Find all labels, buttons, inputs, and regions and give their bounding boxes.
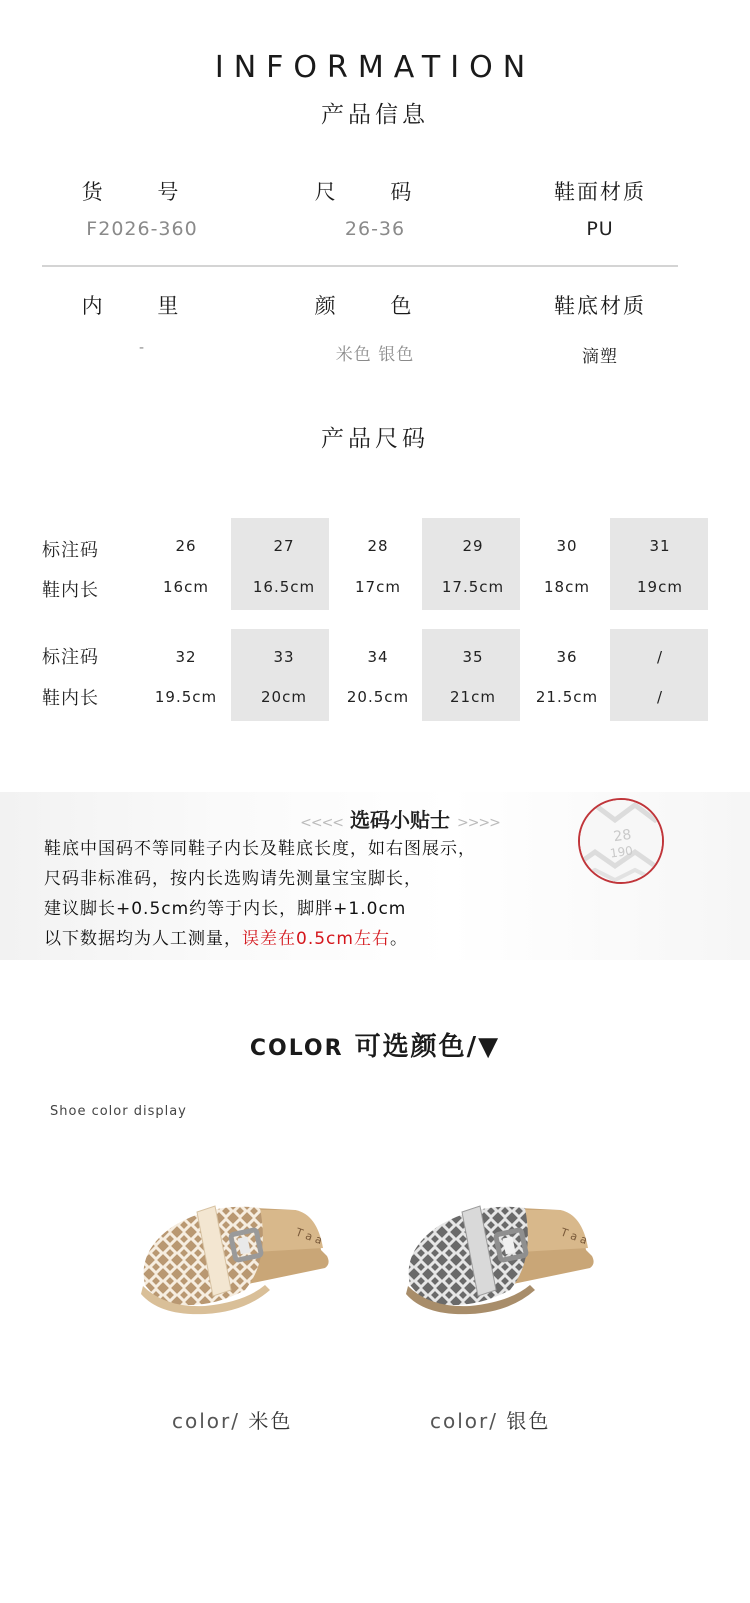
length-cell: 20.5cm [346, 688, 410, 706]
length-cell: 20cm [261, 688, 307, 706]
spec-label-lining: 内 里 [81, 294, 203, 318]
color-options-heading [0, 1026, 750, 1063]
color-heading-cn: 可选颜色/ [354, 1032, 479, 1062]
size-cell: 28 [367, 537, 389, 555]
row-label-length: 鞋内长 [42, 688, 99, 709]
length-cell: 16cm [163, 578, 209, 596]
spec-label-upper-material: 鞋面材质 [554, 180, 646, 204]
spec-label-size: 尺 码 [314, 180, 436, 204]
size-column-shade [610, 629, 708, 721]
spec-label-color: 颜 色 [314, 294, 436, 318]
size-cell: 32 [175, 648, 197, 666]
sole-size-photo [578, 798, 664, 884]
length-cell: 19cm [637, 578, 683, 596]
spec-label-item-number: 货 号 [81, 180, 203, 204]
svg-text:T a a: T a a [558, 1225, 589, 1248]
tip-line-4 [44, 924, 408, 949]
size-column-shade [422, 518, 520, 610]
sole-size-number: 28 [612, 826, 633, 846]
length-cell: 16.5cm [252, 578, 316, 596]
color-heading-en: COLOR [249, 1036, 344, 1061]
size-column-shade [422, 629, 520, 721]
down-triangle-icon: ▼ [478, 1032, 501, 1062]
tip-line-2: 尺码非标准码，按内长选购请先测量宝宝脚长， [44, 869, 422, 889]
size-cell: 31 [649, 537, 671, 555]
length-cell: / [656, 688, 664, 706]
size-column-shade [231, 629, 329, 721]
size-table-2 [36, 629, 708, 721]
size-tips-heading [270, 804, 530, 833]
length-cell: 21.5cm [535, 688, 599, 706]
size-table-1 [36, 518, 708, 610]
size-section-title: 产品尺码 [321, 426, 429, 452]
spec-value-upper-material: PU [586, 218, 614, 240]
decor-arrows-left: <<<< [300, 815, 344, 831]
silver-shoe-image [400, 1190, 600, 1325]
sole-length-number: 190 [609, 843, 634, 861]
spec-value-item-number: F2026-360 [86, 218, 198, 240]
size-cell: / [656, 648, 664, 666]
row-label-size: 标注码 [42, 647, 99, 668]
size-cell: 29 [462, 537, 484, 555]
color-caption-silver [430, 1405, 590, 1434]
length-cell: 18cm [544, 578, 590, 596]
color-caption-name: 银色 [506, 1409, 551, 1433]
tip-line-4-suffix: 。 [389, 929, 408, 949]
spec-value-size: 26-36 [344, 218, 406, 240]
spec-value-color: 米色 银色 [335, 345, 415, 365]
tip-line-1: 鞋底中国码不等同鞋子内长及鞋底长度，如右图展示， [44, 839, 476, 859]
svg-text:T a a: T a a [293, 1225, 324, 1248]
length-cell: 17cm [355, 578, 401, 596]
size-cell: 26 [175, 537, 197, 555]
color-caption-name: 米色 [248, 1409, 293, 1433]
tip-line-3: 建议脚长+0.5cm约等于内长，脚胖+1.0cm [44, 899, 407, 919]
row-label-size: 标注码 [42, 540, 99, 561]
size-cell: 27 [273, 537, 295, 555]
spec-label-sole-material: 鞋底材质 [554, 294, 646, 318]
spec-value-sole-material: 滴塑 [582, 347, 618, 367]
tip-error-margin: 误差在0.5cm左右 [242, 929, 390, 949]
color-caption-beige [172, 1405, 332, 1434]
color-caption-prefix: color/ [430, 1409, 498, 1433]
size-cell: 35 [462, 648, 484, 666]
beige-shoe-image [135, 1190, 335, 1325]
size-cell: 34 [367, 648, 389, 666]
length-cell: 21cm [450, 688, 496, 706]
color-caption-prefix: color/ [172, 1409, 240, 1433]
page-title-chinese: 产品信息 [321, 102, 429, 128]
decor-arrows-right: >>>> [456, 815, 500, 831]
size-cell: 30 [556, 537, 578, 555]
size-column-shade [610, 518, 708, 610]
spec-value-lining: - [138, 340, 146, 356]
row-label-length: 鞋内长 [42, 580, 99, 601]
spec-divider [42, 265, 678, 267]
length-cell: 17.5cm [441, 578, 505, 596]
length-cell: 19.5cm [154, 688, 218, 706]
size-tips-title: 选码小贴士 [350, 808, 450, 832]
size-cell: 36 [556, 648, 578, 666]
size-cell: 33 [273, 648, 295, 666]
size-column-shade [231, 518, 329, 610]
shoe-color-display-label: Shoe color display [50, 1104, 187, 1119]
page-title-english: INFORMATION [214, 50, 536, 85]
tip-line-4-prefix: 以下数据均为人工测量， [44, 929, 242, 949]
sole-pattern-icon [580, 800, 662, 882]
